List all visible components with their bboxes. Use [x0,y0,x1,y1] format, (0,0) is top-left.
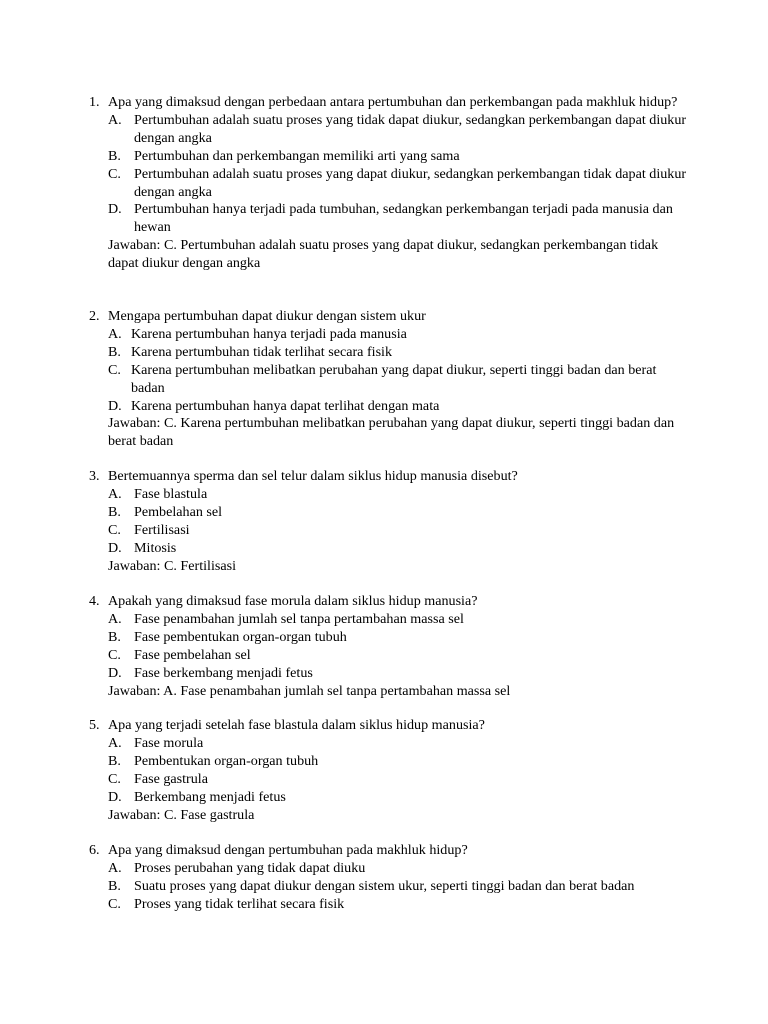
question-number: 2. [89,308,100,324]
option-b [89,629,689,647]
option-letter: D. [108,201,122,218]
option-letter: A. [108,734,122,751]
option-text: Fase gastrula [134,770,208,787]
option-letter: C. [108,165,121,182]
question-number: 3. [89,468,100,484]
option-text: Suatu proses yang dapat diukur dengan sistem ukur, seperti tinggi badan dan berat badan [134,877,635,894]
option-c [89,771,689,789]
option-letter: B. [108,752,121,769]
option-d [89,665,689,683]
option-b [89,878,689,896]
option-text: Berkembang menjadi fetus [134,788,286,805]
option-d [89,540,689,558]
option-text: Fertilisasi [134,521,190,538]
option-a [89,486,689,504]
option-letter: D. [108,788,122,805]
option-letter: C. [108,521,121,538]
option-d [89,398,689,416]
option-text: Fase blastula [134,485,208,502]
option-b [89,344,689,362]
question-5 [89,717,689,824]
option-text: Karena pertumbuhan tidak terlihat secara fisik [131,343,393,360]
option-b [89,753,689,771]
option-a [89,611,689,629]
option-text: Pertumbuhan dan perkembangan memiliki arti yang sama [134,147,460,164]
option-a [89,326,689,344]
option-a [89,735,689,753]
option-text: Proses perubahan yang tidak dapat diuku [134,859,366,876]
option-text: Fase morula [134,734,204,751]
option-text: Pertumbuhan hanya terjadi pada tumbuhan, sedangkan perkembangan terjadi pada manusia dan hewan [134,201,673,236]
option-text: Pembelahan sel [134,503,223,520]
option-letter: C. [108,895,121,912]
option-letter: C. [108,770,121,787]
option-text: Pertumbuhan adalah suatu proses yang tidak dapat diukur, sedangkan perkembangan dapat diukur dengan angka [134,111,687,146]
option-letter: D. [108,664,122,681]
option-text: Karena pertumbuhan hanya terjadi pada manusia [131,325,407,342]
question-1 [89,94,689,273]
option-letter: A. [108,485,122,502]
question-text: Apa yang terjadi setelah fase blastula dalam siklus hidup manusia? [108,717,485,733]
answer-text: Jawaban: A. Fase penambahan jumlah sel tanpa pertambahan massa sel [108,682,511,699]
option-b [89,148,689,166]
question-text: Apa yang dimaksud dengan perbedaan antara pertumbuhan dan perkembangan pada makhluk hidup? [108,94,678,110]
option-letter: A. [108,859,122,876]
option-letter: B. [108,343,121,360]
option-text: Proses yang tidak terlihat secara fisik [134,895,345,912]
option-d [89,789,689,807]
option-b [89,504,689,522]
option-text: Mitosis [134,539,177,556]
answer-text: Jawaban: C. Pertumbuhan adalah suatu proses yang dapat diukur, sedangkan perkembangan tidak dapat diukur dengan angka [108,237,659,272]
option-a [89,860,689,878]
option-text: Fase pembentukan organ-organ tubuh [134,628,347,645]
answer-text: Jawaban: C. Karena pertumbuhan melibatkan perubahan yang dapat diukur, seperti tinggi badan dan berat badan [108,415,675,450]
option-letter: A. [108,325,122,342]
option-text: Pembentukan organ-organ tubuh [134,752,319,769]
question-3 [89,468,689,575]
answer-text: Jawaban: C. Fertilisasi [108,557,236,574]
option-letter: C. [108,646,121,663]
option-text: Pertumbuhan adalah suatu proses yang dapat diukur, sedangkan perkembangan tidak dapat diukur dengan angka [134,165,687,200]
question-4 [89,593,689,700]
option-letter: D. [108,539,122,556]
option-text: Fase berkembang menjadi fetus [134,664,313,681]
option-letter: D. [108,397,122,414]
question-text: Apa yang dimaksud dengan pertumbuhan pada makhluk hidup? [108,842,468,858]
option-letter: A. [108,610,122,627]
question-2 [89,308,689,451]
question-6 [89,842,689,914]
question-text: Bertemuannya sperma dan sel telur dalam siklus hidup manusia disebut? [108,468,518,484]
question-text: Mengapa pertumbuhan dapat diukur dengan sistem ukur [108,308,426,324]
option-c [89,647,689,665]
option-letter: B. [108,147,121,164]
question-number: 5. [89,717,100,733]
question-text: Apakah yang dimaksud fase morula dalam siklus hidup manusia? [108,593,478,609]
option-c [89,166,689,202]
option-text: Fase pembelahan sel [134,646,251,663]
option-c [89,522,689,540]
question-number: 1. [89,94,100,110]
option-c [89,896,689,914]
option-c [89,362,689,398]
option-a [89,112,689,148]
question-number: 4. [89,593,100,609]
option-letter: C. [108,361,121,378]
option-letter: A. [108,111,122,128]
option-letter: B. [108,503,121,520]
answer-text: Jawaban: C. Fase gastrula [108,806,255,823]
question-number: 6. [89,842,100,858]
option-text: Karena pertumbuhan melibatkan perubahan yang dapat diukur, seperti tinggi badan dan berat badan [131,361,657,396]
option-letter: B. [108,628,121,645]
option-d [89,201,689,237]
option-letter: B. [108,877,121,894]
option-text: Karena pertumbuhan hanya dapat terlihat dengan mata [131,397,440,414]
option-text: Fase penambahan jumlah sel tanpa pertambahan massa sel [134,610,464,627]
